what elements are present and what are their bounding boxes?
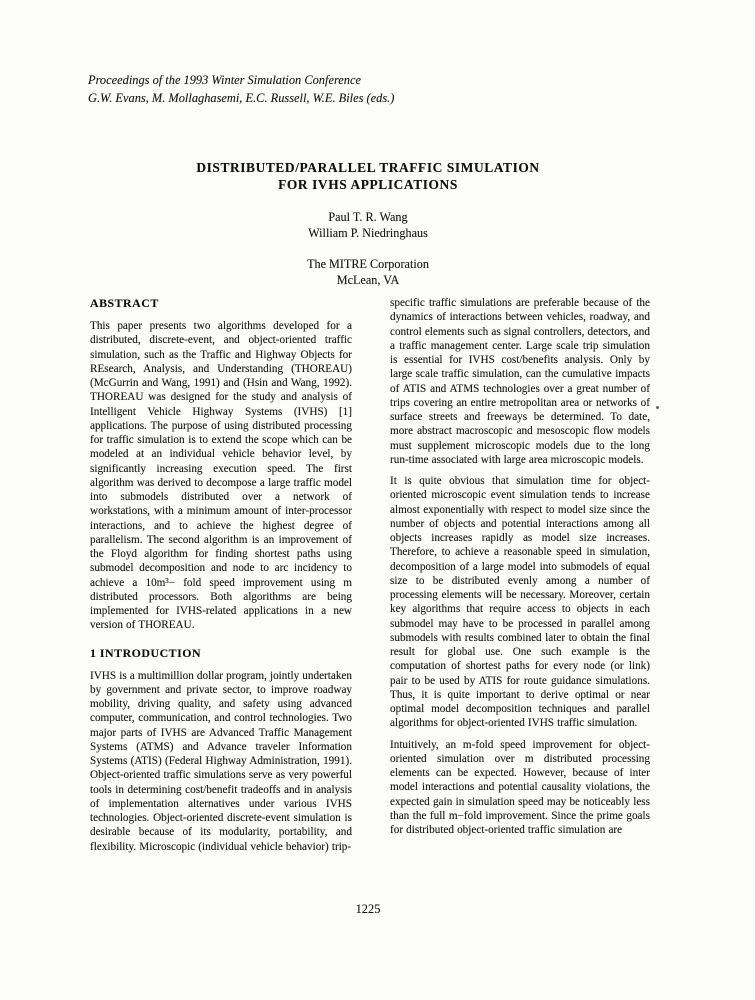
two-column-body (90, 296, 650, 861)
introduction-heading: 1 INTRODUCTION (90, 645, 202, 660)
title-block (90, 159, 646, 288)
author-list (90, 210, 646, 241)
proceedings-editors: G.W. Evans, M. Mollaghasemi, E.C. Russell, W.E. Biles (eds.) (88, 90, 395, 105)
scan-artifact-dot (656, 406, 659, 409)
page-number: 1225 (355, 902, 381, 916)
left-column (90, 296, 352, 861)
paper-title-line1: DISTRIBUTED/PARALLEL TRAFFIC SIMULATION (196, 160, 540, 175)
author-2: William P. Niedringhaus (308, 225, 428, 240)
introduction-paragraph: IVHS is a multimillion dollar program, jointly undertaken by government and private sector, to improve roadway mobility, driving quality, and safety using advanced computer, communication, and control technologies. Two major parts of IVHS are Advanced Traffic Management Systems (ATMS) and Advance traveler Information Systems (ATIS) (Federal Highway Administration, 1991). Object-oriented traffic simulations serve as very powerful tools in determining cost/benefit tradeoffs and in analysis of implementation alternatives under various IVHS technologies. Object-oriented discrete-event simulation is desirable because of its modularity, portability, and flexibility. Microscopic (individual vehicle behavior) trip- (90, 669, 352, 853)
right-column-paragraph-1: specific traffic simulations are preferable because of the dynamics of interactions between vehicles, roadway, and control elements such as signal controllers, detectors, and a traffic management center. Large scale trip simulation is essential for IVHS cost/benefits analysis. Only by large scale traffic simulation, can the cumulative impacts of ATIS and ATMS technologies over a great number of trips covering an entire metropolitan area or networks of surface streets and freeways be determined. To date, more abstract macroscopic and mesoscopic flow models must supplement microscopic models due to the long run-time associated with large area microscopic models. (390, 297, 650, 466)
right-column (390, 296, 650, 861)
abstract-paragraph: This paper presents two algorithms developed for a distributed, discrete-event, and object-oriented traffic simulation, such as the Traffic and Highway Objects for REsearch, Analysis, and Understanding (THOREAU) (McGurrin and Wang, 1991) and (Hsin and Wang, 1992). THOREAU was designed for the study and analysis of Intelligent Vehicle Highway Systems (IVHS) [1] applications. The purpose of using distributed processing for traffic simulation is to extend the scope which can be modeled at an individual vehicle behavior level, by significantly increasing execution speed. The first algorithm was derived to decompose a large traffic model into submodels distributed over a network of workstations, with a minimum amount of inter-processor interactions, and to achieve the highest degree of parallelism. The second algorithm is an improvement of the Floyd algorithm for finding shortest paths using submodel decomposition and node to arc incidency to achieve a 10m³− fold speed improvement using m distributed processors. Both algorithms are being implemented for IVHS-related applications in a new version of THOREAU. (90, 320, 352, 632)
paper-title-line2: FOR IVHS APPLICATIONS (278, 177, 458, 192)
affiliation-org: The MITRE Corporation (307, 257, 429, 272)
proceedings-title: Proceedings of the 1993 Winter Simulation Conference (88, 73, 362, 87)
proceedings-header (88, 72, 394, 107)
affiliation-location: McLean, VA (336, 272, 400, 287)
abstract-heading: ABSTRACT (90, 296, 159, 310)
affiliation-block (90, 257, 646, 288)
right-column-paragraph-2: It is quite obvious that simulation time for object-oriented microscopic event simulation tends to increase almost exponentially with respect to model size since the number of objects and potential interactions among all objects increases rapidly as model size increases. Therefore, to achieve a reasonable speed in simulation, decomposition of a large model into submodels of equal size to be distributed evenly among a number of processing elements will be necessary. Moreover, certain key algorithms that require access to objects in each submodel may have to be processed in parallel among submodels with results combined later to obtain the final result for global use. One such example is the computation of shortest paths for every node (or link) pair to be used by ATIS for route guidance simulations. Thus, it is quite important to derive optimal or near optimal model decomposition techniques and parallel algorithms for object-oriented IVHS traffic simulation. (390, 475, 650, 730)
author-1: Paul T. R. Wang (328, 210, 408, 224)
right-column-paragraph-3: Intuitively, an m-fold speed improvement for object-oriented simulation over m distributed processing elements can be expected. However, because of inter model interactions and potential causality violations, the expected gain in simulation speed may be noticeably less than the full m−fold improvement. Since the prime goals for distributed object-oriented traffic simulation are (390, 738, 650, 836)
